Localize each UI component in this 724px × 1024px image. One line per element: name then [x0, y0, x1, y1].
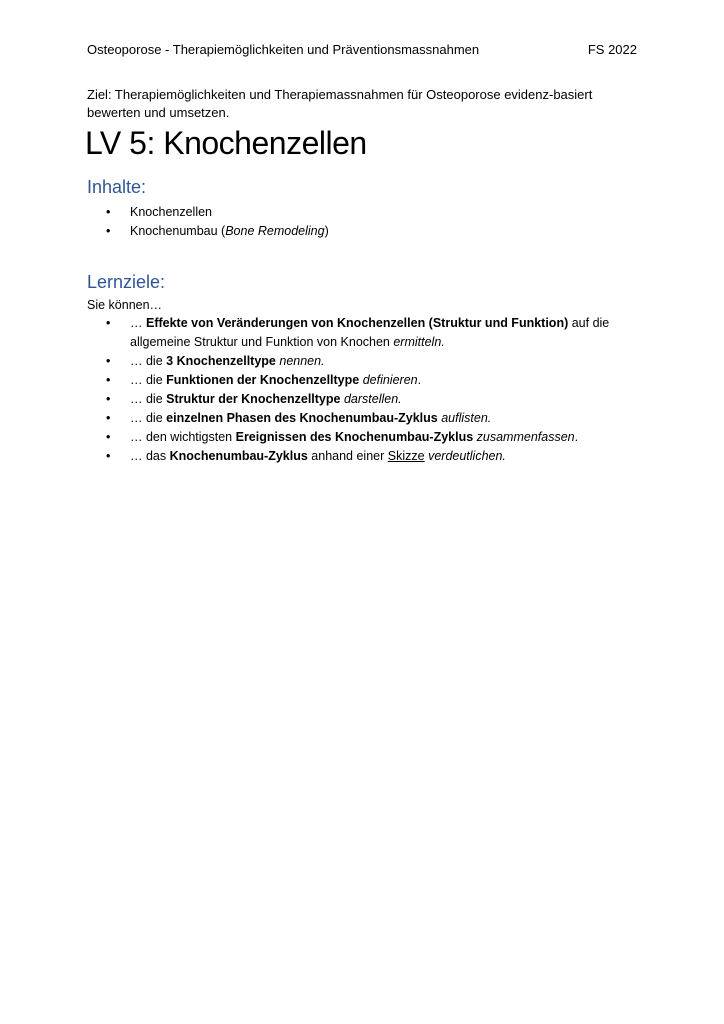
bullet-icon: •	[106, 411, 111, 425]
bullet-icon: •	[106, 224, 111, 238]
list-item: • … die einzelnen Phasen des Knochenumbau-Zyklus auflisten.	[106, 409, 636, 428]
bullet-icon: •	[106, 392, 111, 406]
bullet-icon: •	[106, 354, 111, 368]
list-item: • … die 3 Knochenzelltype nennen.	[106, 352, 636, 371]
inhalte-heading: Inhalte:	[87, 177, 147, 197]
list-item: • … die Struktur der Knochenzelltype darstellen.	[106, 390, 636, 409]
page-title: LV 5: Knochenzellen	[85, 125, 367, 161]
lernziele-list	[106, 314, 636, 466]
bullet-icon: •	[106, 449, 111, 463]
list-item: • … die Funktionen der Knochenzelltype definieren.	[106, 371, 636, 390]
bullet-icon: •	[106, 430, 111, 444]
bullet-icon: •	[106, 316, 111, 330]
lernziele-heading: Lernziele:	[87, 272, 166, 292]
list-item: • … Effekte von Veränderungen von Knochenzellen (Struktur und Funktion) auf die allgemeine Struktur und Funktion von Knochen ermitteln.	[106, 316, 610, 349]
lernziele-intro: Sie können…	[87, 298, 163, 312]
list-item: • Knochenumbau (Bone Remodeling)	[106, 222, 626, 241]
goal-statement: Ziel: Therapiemöglichkeiten und Therapiemassnahmen für Osteoporose evidenz-basiert bewerten und umsetzen.	[87, 87, 593, 120]
header-course-title: Osteoporose - Therapiemöglichkeiten und Präventionsmassnahmen	[87, 42, 480, 57]
page-header	[87, 42, 637, 62]
header-semester: FS 2022	[587, 42, 637, 57]
inhalte-list	[106, 203, 626, 241]
list-item: • Knochenzellen	[106, 203, 626, 222]
bullet-icon: •	[106, 205, 111, 219]
bullet-icon: •	[106, 373, 111, 387]
list-item: • … den wichtigsten Ereignissen des Knochenumbau-Zyklus zusammenfassen.	[106, 428, 636, 447]
list-item: • … das Knochenumbau-Zyklus anhand einer Skizze verdeutlichen.	[106, 447, 636, 466]
